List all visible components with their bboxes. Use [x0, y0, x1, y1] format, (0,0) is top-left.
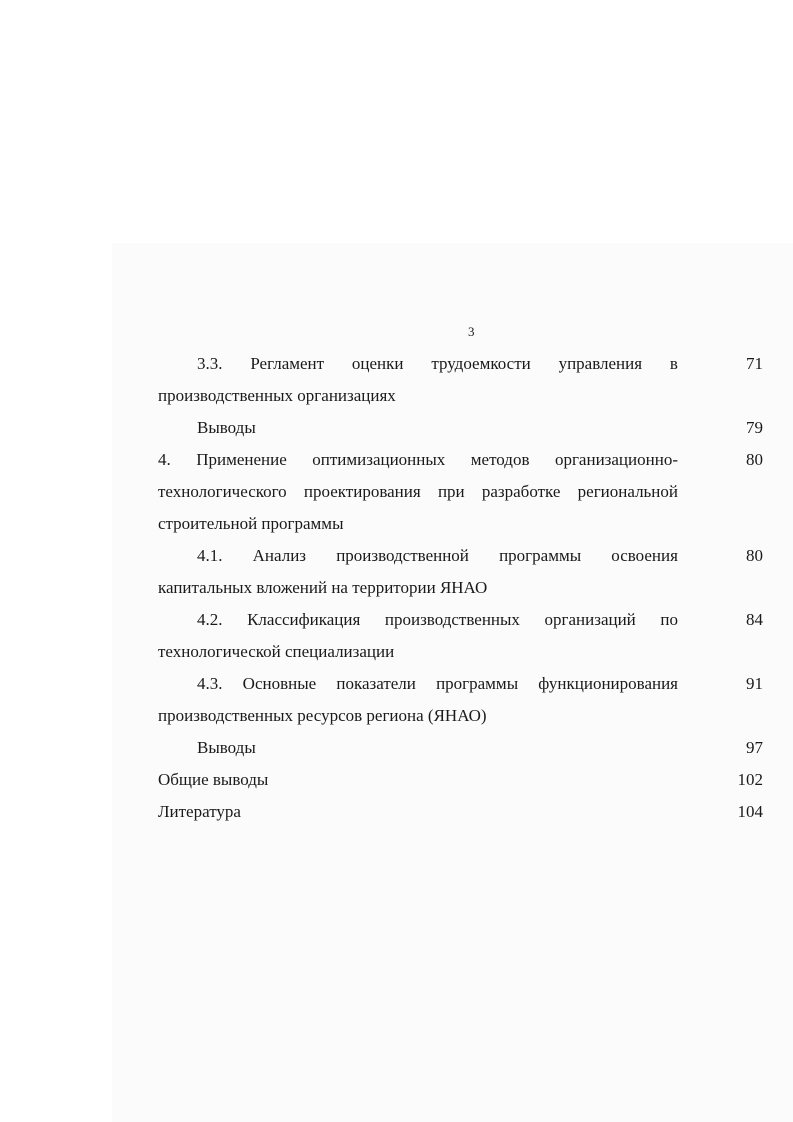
toc-page-number: 80: [746, 450, 763, 469]
toc-word: Применение: [196, 450, 287, 469]
toc-page-number: 80: [746, 546, 763, 565]
toc-word: Классификация: [247, 610, 361, 629]
toc-word: Регламент: [250, 354, 325, 373]
toc-entry-4-1[interactable]: [158, 540, 763, 604]
table-of-contents: [158, 348, 763, 828]
toc-word: освоения: [611, 546, 678, 565]
toc-entry-title: Выводы: [197, 738, 256, 757]
toc-entry-line: [158, 348, 678, 380]
toc-word: 4.: [158, 450, 171, 469]
toc-entry-line: строительной программы: [158, 514, 344, 533]
toc-entry-line: производственных организациях: [158, 386, 396, 405]
toc-page-number: 97: [746, 738, 763, 757]
toc-word: технологического: [158, 482, 287, 501]
toc-entry-line: капитальных вложений на территории ЯНАО: [158, 578, 488, 597]
toc-word: 4.2.: [197, 610, 223, 629]
toc-word: функционирования: [538, 674, 678, 693]
toc-word: оценки: [351, 354, 404, 373]
toc-entry-line: технологической специализации: [158, 642, 395, 661]
page-number: 3: [468, 324, 475, 339]
toc-entry-title: Общие выводы: [158, 770, 269, 789]
toc-word: проектирования: [303, 482, 421, 501]
toc-word: по: [660, 610, 678, 629]
toc-word: организаций: [544, 610, 636, 629]
toc-entry-conclusions-4[interactable]: [158, 732, 763, 764]
toc-word: разработке: [481, 482, 561, 501]
toc-word: производственной: [336, 546, 469, 565]
toc-entry-line: [158, 540, 678, 572]
toc-page-number: 91: [746, 674, 763, 693]
toc-entry-general-conclusions[interactable]: [158, 764, 763, 796]
toc-word: методов: [470, 450, 530, 469]
toc-word: программы: [436, 674, 519, 693]
toc-word: трудоемкости: [431, 354, 531, 373]
toc-word: Основные: [242, 674, 317, 693]
toc-entry-title: Литература: [158, 802, 241, 821]
toc-word: организационно-: [554, 450, 678, 469]
toc-word: 4.1.: [197, 546, 223, 565]
toc-entry-literature[interactable]: [158, 796, 763, 828]
toc-page-number: 102: [737, 770, 763, 789]
toc-page-number: 71: [746, 354, 763, 373]
toc-entry-line: [158, 604, 678, 636]
toc-word: 4.3.: [197, 674, 223, 693]
toc-entry-4-2[interactable]: [158, 604, 763, 668]
toc-entry-line: [158, 668, 678, 700]
toc-word: показатели: [336, 674, 416, 693]
toc-word: управления: [558, 354, 643, 373]
toc-entry-4-3[interactable]: [158, 668, 763, 732]
toc-entry-title: Выводы: [197, 418, 256, 437]
toc-entry-line: [158, 444, 678, 476]
toc-word: оптимизационных: [312, 450, 446, 469]
toc-entry-chapter-4[interactable]: [158, 444, 763, 540]
toc-entry-line: производственных ресурсов региона (ЯНАО): [158, 706, 487, 725]
toc-entry-conclusions-3[interactable]: [158, 412, 763, 444]
toc-page-number: 79: [746, 418, 763, 437]
toc-word: программы: [499, 546, 582, 565]
toc-word: при: [437, 482, 465, 501]
toc-word: в: [669, 354, 678, 373]
toc-word: производственных: [384, 610, 520, 629]
toc-entry-3-3[interactable]: [158, 348, 763, 412]
toc-entry-line: [158, 476, 678, 508]
toc-word: 3.3.: [197, 354, 223, 373]
toc-page-number: 104: [737, 802, 763, 821]
toc-word: Анализ: [252, 546, 307, 565]
toc-page-number: 84: [746, 610, 763, 629]
toc-word: региональной: [577, 482, 678, 501]
